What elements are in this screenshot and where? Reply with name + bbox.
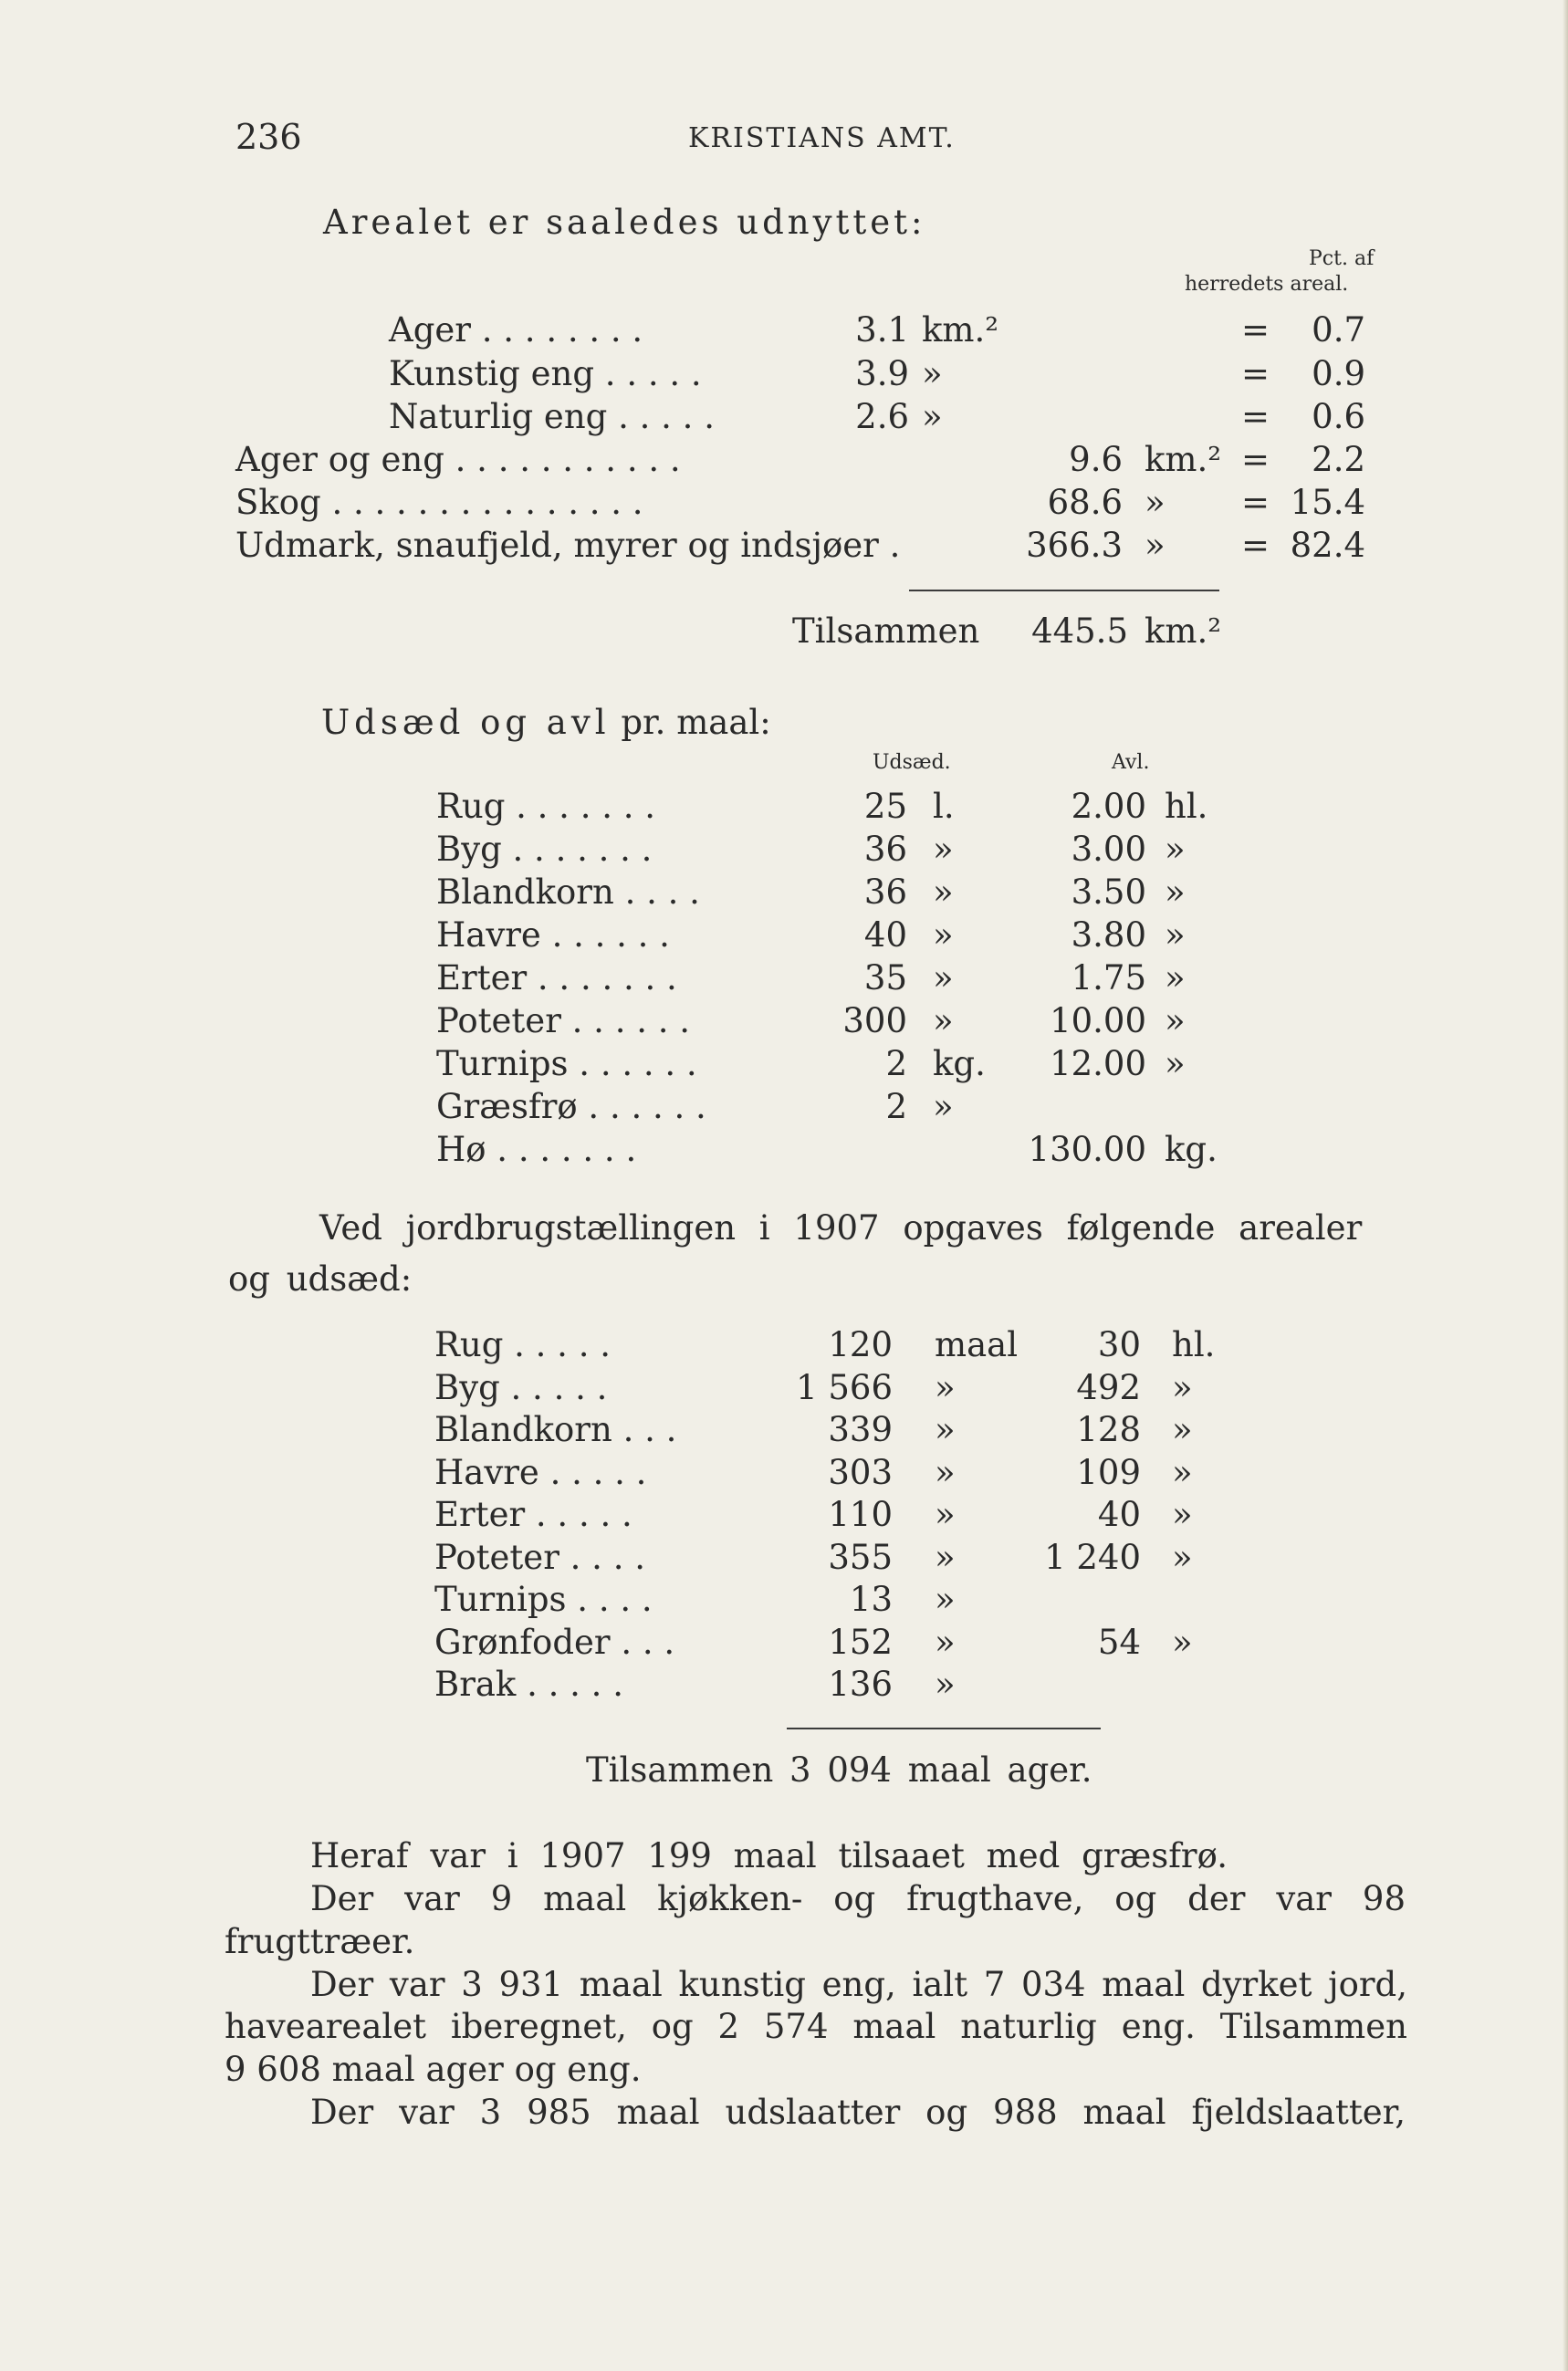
yield-row-avl-unit: hl. [1165,787,1208,826]
census-row-maal-unit: » [935,1368,956,1407]
section1-total-label: Tilsammen [792,611,980,651]
row-value-sub: 3.9 [855,354,909,393]
yield-row-label: Havre . . . . . . [436,915,670,955]
yield-row-avl: 3.80 [1071,915,1146,955]
census-row-maal: 110 [828,1495,893,1534]
yield-row-avl-unit: » [1165,915,1186,955]
yield-row-label: Turnips . . . . . . [436,1044,697,1083]
row-pct: 82.4 [1290,526,1365,565]
paragraph-4-line1-text: Der var 3 985 maal udslaatter og 988 maal fjeldslaatter, [310,2093,1406,2132]
census-row-label: Rug . . . . . [434,1325,611,1364]
row-unit: » [1145,483,1166,522]
section3-total: Tilsammen 3 094 maal ager. [586,1750,1092,1790]
yield-row-label: Erter . . . . . . . [436,958,677,997]
yield-row-label: Blandkorn . . . . [436,872,700,912]
census-row-maal-unit: maal [935,1325,1019,1364]
page-edge-shadow [1563,0,1568,2371]
census-row-hl-unit: » [1172,1453,1193,1492]
yield-row-label: Græsfrø . . . . . . [436,1087,706,1126]
census-row-maal: 355 [828,1538,893,1577]
yield-row-udsaed: 2 [885,1087,907,1126]
row-unit-sub: » [922,397,943,436]
paragraph-1: Heraf var i 1907 199 maal tilsaaet med græsfrø. [310,1836,1228,1875]
yield-row-udsaed-unit: l. [933,787,955,826]
paragraph-3-line1-text: Der var 3 931 maal kunstig eng, ialt 7 034 maal dyrket jord, [310,1965,1407,2004]
yield-row-udsaed-unit: » [933,1001,954,1040]
section2-heading-spaced: Udsæd og avl [321,703,611,742]
yield-row-avl: 1.75 [1071,958,1146,997]
yield-row-avl-unit: » [1165,1044,1186,1083]
yield-row-udsaed-unit: » [933,830,954,869]
yield-row-avl-unit: » [1165,830,1186,869]
row-label: Naturlig eng . . . . . [389,397,715,436]
section3-intro-line2: og udsæd: [228,1259,413,1299]
yield-row-udsaed-unit: » [933,915,954,955]
paragraph-3-line2 [225,2007,1407,2047]
yield-row-udsaed: 36 [863,830,907,869]
sum-rule-2 [787,1728,1101,1729]
yield-row-udsaed-unit: » [933,958,954,997]
pct-header-line2: herredets areal. [1185,273,1349,296]
row-unit-sub: » [922,354,943,393]
page-number: 236 [235,117,302,157]
pct-header-line1: Pct. af [1309,247,1375,270]
yield-row-avl-unit: » [1165,872,1186,912]
paragraph-2-line1-text: Der var 9 maal kjøkken- og frugthave, og der var 98 [310,1879,1406,1918]
paragraph-3-line1 [310,1965,1407,2005]
yield-row-udsaed-unit: » [933,1087,954,1126]
yield-row-label: Hø . . . . . . . [436,1130,637,1169]
paragraph-3-line3: 9 608 maal ager og eng. [225,2050,642,2089]
census-row-hl: 492 [1076,1368,1141,1407]
census-row-maal-unit: » [935,1495,956,1534]
sum-rule-1 [909,590,1219,591]
yield-row-avl-unit: kg. [1165,1130,1218,1169]
section3-intro-text: Ved jordbrugstællingen i 1907 opgaves følgende arealer [319,1208,1363,1248]
section1-total-unit: km.² [1145,611,1222,651]
census-row-label: Grønfoder . . . [434,1623,675,1662]
census-row-maal-unit: » [935,1580,956,1619]
section1-heading: Arealet er saaledes udnyttet: [323,203,926,242]
yield-row-label: Rug . . . . . . . [436,787,656,826]
census-row-hl-unit: » [1172,1368,1193,1407]
row-label: Skog . . . . . . . . . . . . . . . [235,483,643,522]
census-row-maal-unit: » [935,1538,956,1577]
row-pct: 0.6 [1312,397,1365,436]
census-row-hl-unit: » [1172,1410,1193,1449]
census-row-hl-unit: hl. [1172,1325,1216,1364]
census-row-maal-unit: » [935,1453,956,1492]
row-value: 68.6 [1047,483,1123,522]
census-row-maal: 120 [828,1325,893,1364]
census-row-maal: 13 [849,1580,893,1619]
paragraph-4-line1 [310,2093,1406,2133]
row-value-sub: 3.1 [855,310,909,350]
row-label: Ager og eng . . . . . . . . . . . [235,440,681,479]
yield-row-udsaed: 36 [863,872,907,912]
census-row-maal: 152 [828,1623,893,1662]
row-pct: 0.9 [1312,354,1365,393]
section3-intro-line1 [319,1208,1415,1248]
row-equals: = [1241,310,1270,350]
paragraph-3-line2-text: havearealet iberegnet, og 2 574 maal naturlig eng. Tilsammen [225,2007,1407,2046]
yield-row-avl: 10.00 [1050,1001,1146,1040]
row-value: 9.6 [1069,440,1123,479]
row-label: Udmark, snaufjeld, myrer og indsjøer . [235,526,901,565]
census-row-maal: 136 [828,1665,893,1704]
yield-row-avl: 3.50 [1071,872,1146,912]
yield-row-udsaed-unit: » [933,872,954,912]
census-row-hl: 54 [1097,1623,1141,1662]
yield-row-label: Poteter . . . . . . [436,1001,691,1040]
row-unit: » [1145,526,1166,565]
census-row-hl: 109 [1076,1453,1141,1492]
yield-row-udsaed-unit: kg. [933,1044,986,1083]
yield-row-avl: 3.00 [1071,830,1146,869]
row-unit: km.² [1145,440,1222,479]
section1-total-value: 445.5 [1031,611,1128,651]
row-equals: = [1241,397,1270,436]
census-row-maal: 339 [828,1410,893,1449]
census-row-hl: 30 [1097,1325,1141,1364]
running-title: KRISTIANS AMT. [688,122,956,154]
census-row-label: Turnips . . . . [434,1580,653,1619]
paragraph-2-line1 [310,1879,1406,1919]
yield-row-avl: 12.00 [1050,1044,1146,1083]
census-row-hl: 128 [1076,1410,1141,1449]
yield-row-avl: 130.00 [1028,1130,1146,1169]
row-equals: = [1241,526,1270,565]
row-pct: 2.2 [1312,440,1365,479]
census-row-label: Poteter . . . . [434,1538,645,1577]
yield-row-avl-unit: » [1165,1001,1186,1040]
yield-row-udsaed: 40 [863,915,907,955]
row-equals: = [1241,483,1270,522]
row-label: Ager . . . . . . . . [389,310,643,350]
census-row-maal-unit: » [935,1410,956,1449]
yield-row-avl-unit: » [1165,958,1186,997]
yield-row-label: Byg . . . . . . . [436,830,653,869]
census-row-hl: 1 240 [1044,1538,1141,1577]
row-pct: 0.7 [1312,310,1365,350]
census-row-label: Byg . . . . . [434,1368,608,1407]
row-equals: = [1241,440,1270,479]
census-row-maal-unit: » [935,1623,956,1662]
census-row-label: Havre . . . . . [434,1453,647,1492]
yield-row-udsaed: 2 [885,1044,907,1083]
col-header-udsaed: Udsæd. [873,751,951,774]
census-row-maal: 303 [828,1453,893,1492]
paragraph-2-line2: frugttræer. [225,1922,415,1961]
row-value-sub: 2.6 [855,397,909,436]
census-row-label: Brak . . . . . [434,1665,623,1704]
row-pct: 15.4 [1290,483,1365,522]
census-row-hl-unit: » [1172,1495,1193,1534]
col-header-avl: Avl. [1112,751,1150,774]
yield-row-udsaed: 35 [863,958,907,997]
yield-row-avl: 2.00 [1071,787,1146,826]
census-row-hl-unit: » [1172,1623,1193,1662]
census-row-label: Blandkorn . . . [434,1410,677,1449]
row-value: 366.3 [1026,526,1123,565]
section2-heading-rest: pr. maal: [621,703,771,742]
row-unit-sub: km.² [922,310,999,350]
yield-row-udsaed: 300 [842,1001,907,1040]
census-row-hl: 40 [1097,1495,1141,1534]
row-equals: = [1241,354,1270,393]
census-row-label: Erter . . . . . [434,1495,632,1534]
row-label: Kunstig eng . . . . . [389,354,702,393]
yield-row-udsaed: 25 [863,787,907,826]
census-row-maal-unit: » [935,1665,956,1704]
census-row-hl-unit: » [1172,1538,1193,1577]
census-row-maal: 1 566 [796,1368,893,1407]
section2-heading [321,703,771,743]
